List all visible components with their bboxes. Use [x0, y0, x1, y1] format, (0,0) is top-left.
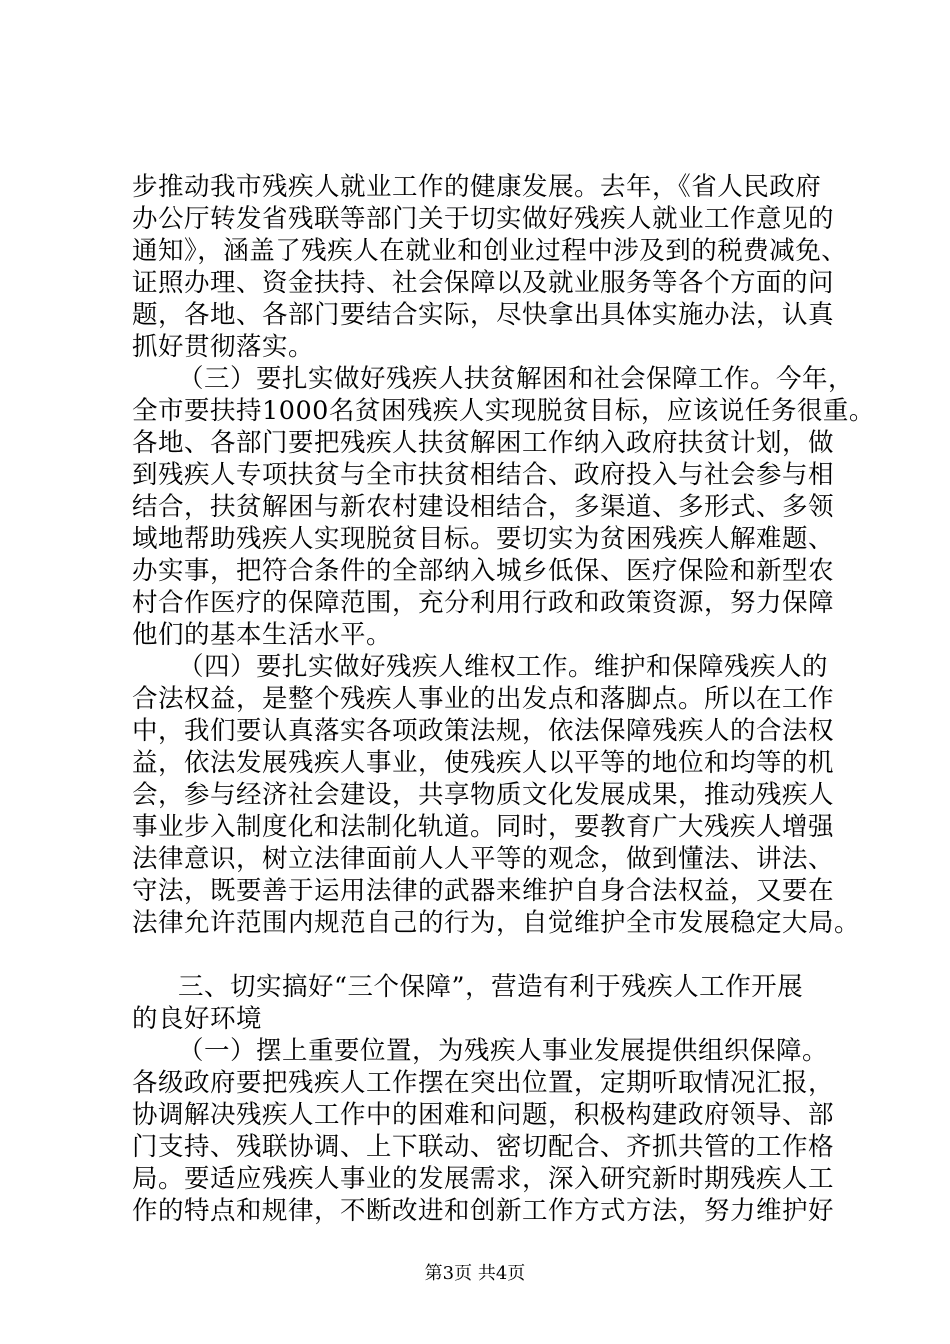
- paragraph-line: 办公厅转发省残联等部门关于切实做好残疾人就业工作意见的: [132, 204, 835, 234]
- paragraph-line: 办实事，把符合条件的全部纳入城乡低保、医疗保险和新型农: [132, 556, 835, 586]
- paragraph-line: （四）要扎实做好残疾人维权工作。维护和保障残疾人的: [178, 652, 829, 682]
- paragraph-line: （一）摆上重要位置，为残疾人事业发展提供组织保障。: [178, 1036, 829, 1066]
- paragraph-line: （三）要扎实做好残疾人扶贫解困和社会保障工作。今年，: [178, 364, 855, 394]
- paragraph-line: 法律允许范围内规范自己的行为，自觉维护全市发展稳定大局。: [132, 908, 861, 938]
- paragraph-line: 域地帮助残疾人实现脱贫目标。要切实为贫困残疾人解难题、: [132, 524, 835, 554]
- paragraph-line: 门支持、残联协调、上下联动、密切配合、齐抓共管的工作格: [132, 1132, 835, 1162]
- paragraph-line: 结合，扶贫解困与新农村建设相结合，多渠道、多形式、多领: [132, 492, 835, 522]
- paragraph-line: 各地、各部门要把残疾人扶贫解困工作纳入政府扶贫计划，做: [132, 428, 835, 458]
- paragraph-line: 通知》，涵盖了残疾人在就业和创业过程中涉及到的税费减免、: [132, 236, 848, 266]
- section-heading: 的良好环境: [132, 1004, 263, 1034]
- paragraph-line: 到残疾人专项扶贫与全市扶贫相结合、政府投入与社会参与相: [132, 460, 835, 490]
- paragraph-line: 局。要适应残疾人事业的发展需求，深入研究新时期残疾人工: [132, 1164, 835, 1194]
- paragraph-line: 守法，既要善于运用法律的武器来维护自身合法权益，又要在: [132, 876, 835, 906]
- paragraph-line: 抓好贯彻落实。: [132, 332, 315, 362]
- paragraph-line: 他们的基本生活水平。: [132, 620, 393, 650]
- paragraph-line: 作的特点和规律，不断改进和创新工作方式方法，努力维护好: [132, 1196, 835, 1226]
- paragraph-line: 合法权益，是整个残疾人事业的出发点和落脚点。所以在工作: [132, 684, 835, 714]
- paragraph-line: 题，各地、各部门要结合实际，尽快拿出具体实施办法，认真: [132, 300, 835, 330]
- paragraph-line: 事业步入制度化和法制化轨道。同时，要教育广大残疾人增强: [132, 812, 835, 842]
- paragraph-line: 协调解决残疾人工作中的困难和问题，积极构建政府领导、部: [132, 1100, 835, 1130]
- paragraph-line: 中，我们要认真落实各项政策法规，依法保障残疾人的合法权: [132, 716, 835, 746]
- page-number-footer: 第3页 共4页: [424, 1263, 526, 1284]
- paragraph-line: 证照办理、资金扶持、社会保障以及就业服务等各个方面的问: [132, 268, 835, 298]
- paragraph-line: 各级政府要把残疾人工作摆在突出位置，定期听取情况汇报，: [132, 1068, 835, 1098]
- paragraph-line: 法律意识，树立法律面前人人平等的观念，做到懂法、讲法、: [132, 844, 835, 874]
- paragraph-line: 会，参与经济社会建设，共享物质文化发展成果，推动残疾人: [132, 780, 835, 810]
- paragraph-line: 村合作医疗的保障范围，充分利用行政和政策资源，努力保障: [132, 588, 835, 618]
- section-heading: 三、切实搞好“三个保障”，营造有利于残疾人工作开展: [178, 972, 804, 1002]
- paragraph-line: 全市要扶持1000名贫困残疾人实现脱贫目标，应该说任务很重。: [132, 396, 875, 426]
- paragraph-line: 益，依法发展残疾人事业，使残疾人以平等的地位和均等的机: [132, 748, 835, 778]
- paragraph-line: 步推动我市残疾人就业工作的健康发展。去年，《省人民政府: [132, 172, 822, 202]
